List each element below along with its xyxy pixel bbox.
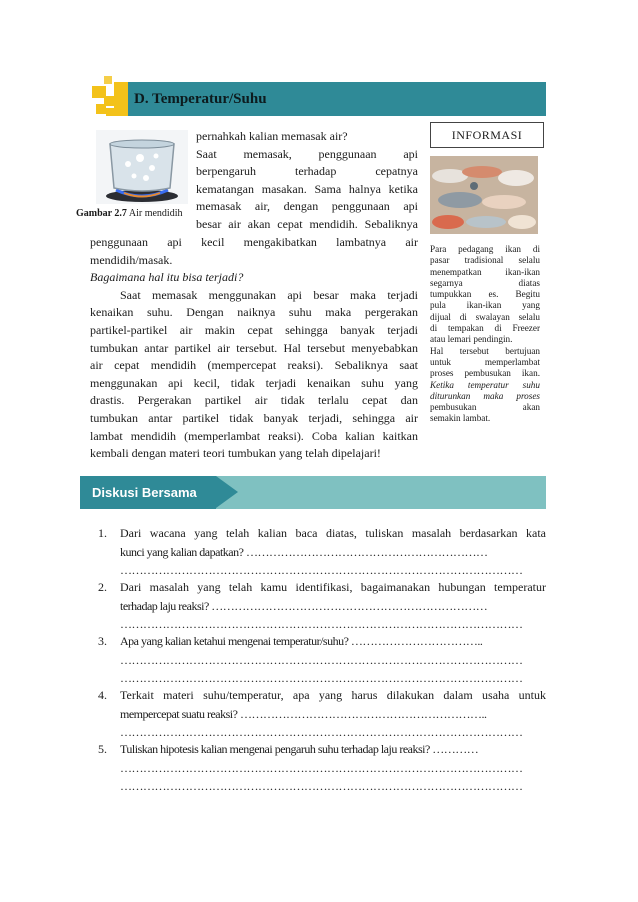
section-banner: [114, 82, 546, 116]
intro-line: berpengaruh terhadap cepatnya: [196, 164, 418, 179]
intro-line: Saat memasak, penggunaan api: [196, 146, 418, 161]
info-line: Hal tersebut bertujuan: [430, 345, 540, 356]
info-line: segarnya diatas: [430, 277, 540, 288]
intro-line: pernahkah kalian memasak air?: [196, 129, 348, 143]
answer-line[interactable]: ……………………………………………………………………………………………: [120, 617, 523, 631]
fish-market-image: [430, 156, 538, 234]
question-line: Terkait materi suhu/temperatur, apa yang harus dilakukan dalam usaha untuk: [120, 688, 546, 702]
question-line: Apa yang kalian ketahui mengenai temperatur/suhu? ……………………………..: [120, 634, 483, 648]
info-line: pasar tradisional selalu: [430, 255, 540, 266]
info-line: semakin lambat.: [430, 413, 491, 424]
info-line: untuk memperlambat: [430, 356, 540, 367]
question-line: Dari masalah yang telah kamu identifikasi, bagaimanakan hubungan temperatur: [120, 580, 546, 594]
answer-line[interactable]: terhadap laju reaksi? ………………………………………………………………: [120, 598, 488, 613]
answer-line[interactable]: ……………………………………………………………………………………………: [120, 563, 523, 577]
question-number: 3.: [98, 634, 107, 648]
paragraph-line: kenaikan suhu. Dengan naiknya suhu maka pergerakan: [90, 305, 418, 320]
answer-line[interactable]: ……………………………………………………………………………………………: [120, 671, 523, 685]
question-line: Tuliskan hipotesis kalian mengenai pengaruh suhu terhadap laju reaksi? …………: [120, 742, 479, 756]
figure-caption-text: Air mendidih: [126, 208, 183, 219]
body-line: penggunaan api kecil mengakibatkan lambatnya air: [90, 235, 418, 249]
intro-line: besar air akan cepat mendidih. Sebaliknya: [196, 216, 418, 231]
question-number: 5.: [98, 742, 107, 756]
info-line: dijual di swalayan selalu: [430, 311, 540, 322]
figure-caption: [76, 208, 183, 219]
info-line: menempatkan ikan-ikan: [430, 266, 540, 277]
question-item: [98, 686, 546, 742]
boiling-water-image: [96, 130, 188, 204]
info-line: atau lemari pendingin.: [430, 334, 513, 345]
decor-square: [96, 104, 106, 114]
question-number: 2.: [98, 580, 107, 594]
decor-square: [106, 108, 114, 116]
info-line: tumpukkan es. Begitu: [430, 289, 540, 300]
question-item: [98, 740, 546, 796]
figure-label: Gambar 2.7: [76, 208, 127, 219]
diskusi-banner: [80, 476, 546, 509]
info-line: proses pembusukan ikan.: [430, 368, 540, 379]
question-item: [98, 524, 546, 580]
paragraph-line: kembali dengan materi teori tumbukan yang telah dipelajari!: [90, 446, 381, 461]
answer-line[interactable]: ……………………………………………………………………………………………: [120, 760, 523, 775]
paragraph-line: partikel-partikel air makin cepat sehingga banyak terjadi: [90, 322, 418, 337]
info-line: di tempakan di Freezer: [430, 323, 540, 334]
answer-line[interactable]: kunci yang kalian dapatkan? ………………………………………………………: [120, 544, 488, 559]
info-line: diturunkan maka proses: [430, 390, 540, 401]
paragraph-line: drastis. Pergerakan partikel air tidak terlalu cepat dan: [90, 393, 418, 408]
question-item: [98, 578, 546, 634]
paragraph-line: lambat mendidih (memperlambat reaksi). Coba kalian kaitkan: [90, 428, 418, 443]
diskusi-arrow: [216, 476, 238, 508]
decor-square: [104, 76, 112, 84]
answer-line[interactable]: ……………………………………………………………………………………………: [120, 725, 523, 739]
intro-text: [196, 128, 418, 234]
info-line: pula ikan-ikan yang: [430, 300, 540, 311]
answer-line[interactable]: mempercepat suatu reaksi? ………………………………………………………..: [120, 706, 487, 721]
paragraph-line: air cepat mendidih (mempercepat reaksi). Sebaliknya saat: [90, 358, 418, 373]
question-number: 4.: [98, 688, 107, 702]
info-label: INFORMASI: [430, 122, 544, 148]
answer-line[interactable]: ……………………………………………………………………………………………: [120, 652, 523, 667]
question-text: Bagaimana hal itu bisa terjadi?: [90, 270, 244, 285]
info-text: [430, 244, 540, 425]
question-line: Dari wacana yang telah kalian baca diatas, tuliskan masalah berdasarkan kata: [120, 526, 546, 540]
info-line: Para pedagang ikan di: [430, 244, 540, 254]
paragraph-line: tumbukan antar partikel tidak banyak terjadi, sehingga air: [90, 410, 418, 425]
question-number: 1.: [98, 526, 107, 540]
paragraph-line: tumbukan antar partikel air tersebut. Hal tersebut menyebabkan: [90, 340, 418, 355]
diskusi-title: Diskusi Bersama: [92, 485, 197, 500]
banner-accent: [114, 82, 128, 116]
intro-line: memasak air, dengan penggunaan api: [196, 199, 418, 214]
answer-line[interactable]: ……………………………………………………………………………………………: [120, 779, 523, 793]
section-title: D. Temperatur/Suhu: [134, 91, 267, 107]
question-item: [98, 632, 546, 688]
intro-line: kematangan masakan. Sama halnya ketika: [196, 181, 418, 196]
info-line: pembusukan akan: [430, 402, 540, 413]
paragraph-line: menggunakan api kecil, tidak terjadi kenaikan suhu yang: [90, 375, 418, 390]
info-line: Ketika temperatur suhu: [430, 379, 540, 390]
body-line: mendidih/masak.: [90, 252, 173, 267]
paragraph-line: Saat memasak menggunakan api besar maka terjadi: [120, 287, 418, 302]
body-text: [90, 234, 418, 463]
